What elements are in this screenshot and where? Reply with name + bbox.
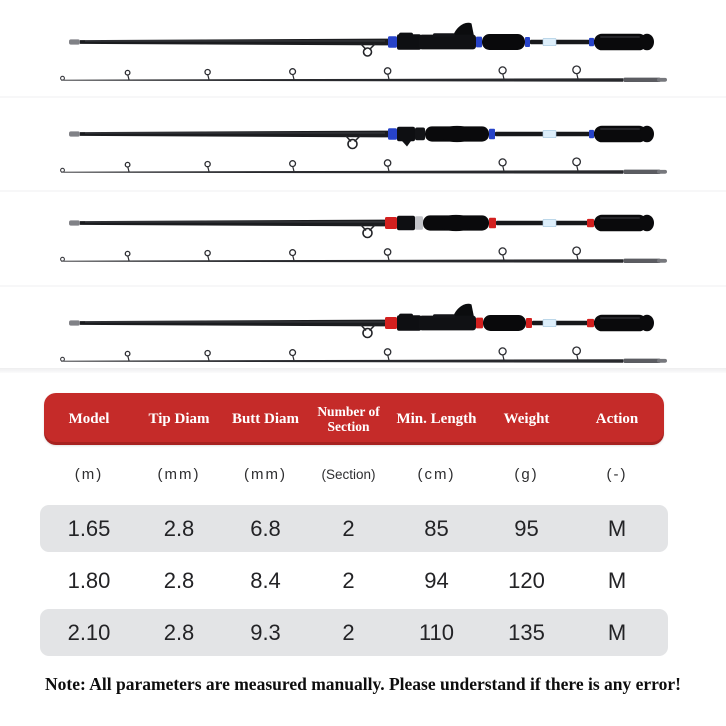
- rod-tip-piece: [61, 66, 667, 82]
- accent-ring: [388, 36, 397, 47]
- butt-line-guide: [361, 225, 375, 238]
- butt-ferrule-cap: [69, 220, 80, 225]
- line-guides: [125, 66, 580, 80]
- ferrule-end: [623, 259, 661, 263]
- tip-top-guide: [61, 357, 65, 361]
- reel-seat: [388, 126, 495, 147]
- cell-action: M: [607, 515, 627, 541]
- rear-grip: [594, 126, 654, 143]
- rod-butt-piece: [69, 23, 654, 56]
- rod-butt-piece: [69, 304, 654, 338]
- cell-weight: 95: [514, 515, 539, 541]
- cell-tip-diam: 2.8: [163, 619, 195, 645]
- silver-ring: [415, 216, 423, 230]
- butt-line-guide: [361, 44, 375, 56]
- butt-ferrule-cap: [69, 320, 80, 325]
- reel-seat: [385, 304, 483, 331]
- cell-min-length: 94: [424, 567, 449, 593]
- cell-weight: 120: [508, 567, 545, 593]
- accent-ring: [385, 317, 397, 329]
- cell-sections: 2: [342, 567, 355, 593]
- ferrule-end: [623, 359, 661, 363]
- foregrip: [483, 315, 526, 331]
- column-header-number-of-section: Number of Section: [317, 403, 380, 434]
- unit-butt-diam: (mm): [244, 465, 287, 483]
- rod-illustration: [57, 18, 669, 96]
- rod-1-photo-casting-blue: [57, 18, 669, 96]
- reel-seat: [388, 23, 482, 50]
- label-sticker: [543, 38, 556, 45]
- accent-ring: [587, 319, 594, 327]
- tip-top-guide: [61, 76, 65, 80]
- ferrule-tip: [657, 359, 667, 363]
- ferrule-end: [623, 78, 661, 82]
- rod-blank: [80, 320, 397, 327]
- disclaimer-note: Note: All parameters are measured manually. Please understand if there is any error!: [45, 674, 681, 694]
- rod-illustration: [57, 199, 669, 277]
- unit-action: (-): [606, 465, 628, 483]
- rear-blank: [530, 40, 595, 45]
- reel-seat: [385, 215, 496, 231]
- cell-action: M: [607, 567, 627, 593]
- ferrule-end: [623, 170, 661, 174]
- column-header-butt-diam: Butt Diam: [231, 410, 300, 427]
- cell-butt-diam: 9.3: [250, 619, 281, 645]
- ferrule-tip: [657, 78, 667, 82]
- accent-ring: [476, 37, 482, 48]
- cell-sections: 2: [342, 619, 355, 645]
- rod-4-photo-casting-red: [57, 299, 669, 377]
- rod-blank: [80, 220, 397, 227]
- column-header-model: Model: [68, 410, 110, 427]
- unit-min-length: (cm): [417, 465, 456, 483]
- cell-model: 2.10: [67, 619, 111, 645]
- cell-action: M: [607, 619, 627, 645]
- accent-ring: [385, 217, 397, 229]
- rod-butt-piece: [69, 215, 654, 238]
- photo-seam: [0, 190, 726, 192]
- rear-blank: [532, 321, 595, 326]
- line-guides: [125, 158, 580, 172]
- unit-weight: (g): [514, 465, 539, 483]
- tip-top-guide: [61, 168, 65, 172]
- column-header-action: Action: [595, 410, 639, 427]
- rod-2-photo-spinning-blue: [57, 110, 669, 188]
- column-header-weight: Weight: [503, 410, 550, 427]
- accent-ring: [526, 318, 532, 328]
- rod-3-photo-spinning-red: [57, 199, 669, 277]
- blank-highlight: [85, 133, 385, 134]
- cell-tip-diam: 2.8: [163, 567, 195, 593]
- tip-blank: [61, 170, 623, 174]
- tip-blank: [61, 259, 623, 263]
- cell-model: 1.65: [67, 515, 111, 541]
- trigger-grip: [453, 23, 474, 36]
- accent-ring: [587, 219, 594, 227]
- label-sticker: [543, 130, 556, 137]
- column-header-min-length: Min. Length: [396, 410, 477, 427]
- unit-tip-diam: (mm): [157, 465, 201, 483]
- blank-highlight: [85, 322, 385, 323]
- butt-ferrule-cap: [69, 39, 80, 44]
- table-row-model-1-80: [40, 557, 668, 604]
- accent-ring: [589, 38, 594, 46]
- line-guides: [125, 247, 580, 261]
- butt-line-guide: [346, 136, 360, 149]
- label-sticker: [543, 219, 556, 226]
- blank-highlight: [85, 41, 385, 42]
- ferrule-tip: [657, 170, 667, 174]
- spec-table-units-row: [44, 458, 664, 490]
- rear-grip: [594, 315, 654, 332]
- cell-butt-diam: 8.4: [250, 567, 281, 593]
- rod-butt-piece: [69, 126, 654, 149]
- blank-highlight: [85, 222, 385, 223]
- seat-hood: [402, 141, 411, 147]
- rod-blank: [80, 131, 397, 138]
- rod-illustration: [57, 299, 669, 377]
- accent-ring: [489, 218, 496, 228]
- tip-top-guide: [61, 257, 65, 261]
- photo-seam: [0, 285, 726, 287]
- table-row-model-1-65: [40, 505, 668, 552]
- unit-number-of-section: (Section): [321, 466, 376, 482]
- cell-model: 1.80: [67, 567, 111, 593]
- ferrule-tip: [657, 259, 667, 263]
- line-guides: [125, 347, 580, 361]
- butt-line-guide: [361, 325, 375, 338]
- photo-seam: [0, 96, 726, 98]
- table-row-model-2-10: [40, 609, 668, 656]
- accent-ring: [388, 128, 397, 139]
- rod-illustration: [57, 110, 669, 188]
- unit-model: (m): [74, 465, 104, 483]
- column-header-tip-diam: Tip Diam: [148, 410, 210, 427]
- accent-ring: [525, 37, 530, 47]
- trigger-grip: [453, 304, 474, 317]
- cell-min-length: 110: [418, 619, 455, 645]
- rod-tip-piece: [61, 158, 667, 174]
- tip-blank: [61, 78, 623, 82]
- rod-tip-piece: [61, 247, 667, 263]
- cell-tip-diam: 2.8: [163, 515, 195, 541]
- accent-ring: [489, 129, 495, 139]
- rear-grip: [594, 34, 654, 51]
- rod-tip-piece: [61, 347, 667, 363]
- accent-ring: [476, 318, 483, 329]
- cell-sections: 2: [342, 515, 355, 541]
- cell-weight: 135: [508, 619, 545, 645]
- butt-ferrule-cap: [69, 131, 80, 136]
- cell-butt-diam: 6.8: [250, 515, 281, 541]
- accent-ring: [589, 130, 594, 138]
- rod-blank: [80, 39, 397, 46]
- tip-blank: [61, 359, 623, 363]
- foregrip: [482, 34, 525, 50]
- label-sticker: [543, 319, 556, 326]
- cell-min-length: 85: [424, 515, 449, 541]
- spec-table-header: [44, 393, 664, 445]
- rear-grip: [594, 215, 654, 232]
